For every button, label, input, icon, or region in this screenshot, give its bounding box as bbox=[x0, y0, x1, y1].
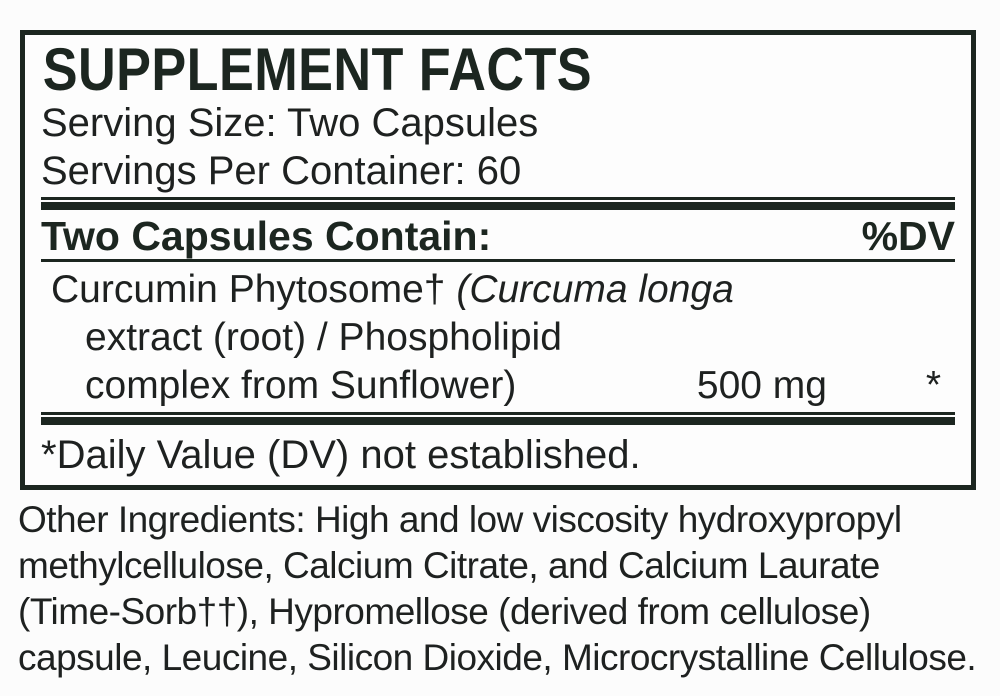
ingredient-line-3 bbox=[41, 362, 955, 410]
ingredient-amount: 500 mg bbox=[696, 364, 827, 407]
contain-header-row bbox=[41, 210, 955, 259]
other-ingredients-line: methylcellulose, Calcium Citrate, and Calcium Laurate bbox=[18, 545, 880, 586]
heavy-divider-top bbox=[41, 197, 955, 210]
ingredient-line-1 bbox=[41, 266, 955, 314]
servings-per-container-line: Servings Per Container: 60 bbox=[41, 149, 522, 193]
other-ingredients-line: Other Ingredients: High and low viscosity hydroxypropyl bbox=[18, 499, 902, 540]
ingredient-line-2: extract (root) / Phospholipid bbox=[85, 316, 562, 359]
contain-header-label: Two Capsules Contain: bbox=[41, 213, 492, 259]
other-ingredients-paragraph bbox=[18, 497, 988, 681]
other-ingredients-line: (Time-Sorb††), Hypromellose (derived from cellulose) bbox=[18, 591, 871, 632]
supplement-facts-box bbox=[20, 30, 976, 490]
ingredient-name-continued: complex from Sunflower) bbox=[85, 364, 517, 407]
dv-footnote: *Daily Value (DV) not established. bbox=[41, 433, 641, 477]
ingredient-name-regular: Curcumin Phytosome† bbox=[51, 268, 457, 311]
ingredient-row-curcumin bbox=[41, 262, 955, 410]
serving-size-line: Serving Size: Two Capsules bbox=[41, 101, 539, 145]
ingredient-dv-asterisk: * bbox=[925, 364, 941, 407]
dv-column-header: %DV bbox=[861, 213, 955, 259]
ingredient-name-italic: (Curcuma longa bbox=[456, 268, 734, 311]
other-ingredients-line: capsule, Leucine, Silicon Dioxide, Microcrystalline Cellulose. bbox=[18, 637, 977, 678]
heavy-divider-bottom bbox=[41, 412, 955, 425]
facts-title: SUPPLEMENT FACTS bbox=[42, 36, 593, 103]
